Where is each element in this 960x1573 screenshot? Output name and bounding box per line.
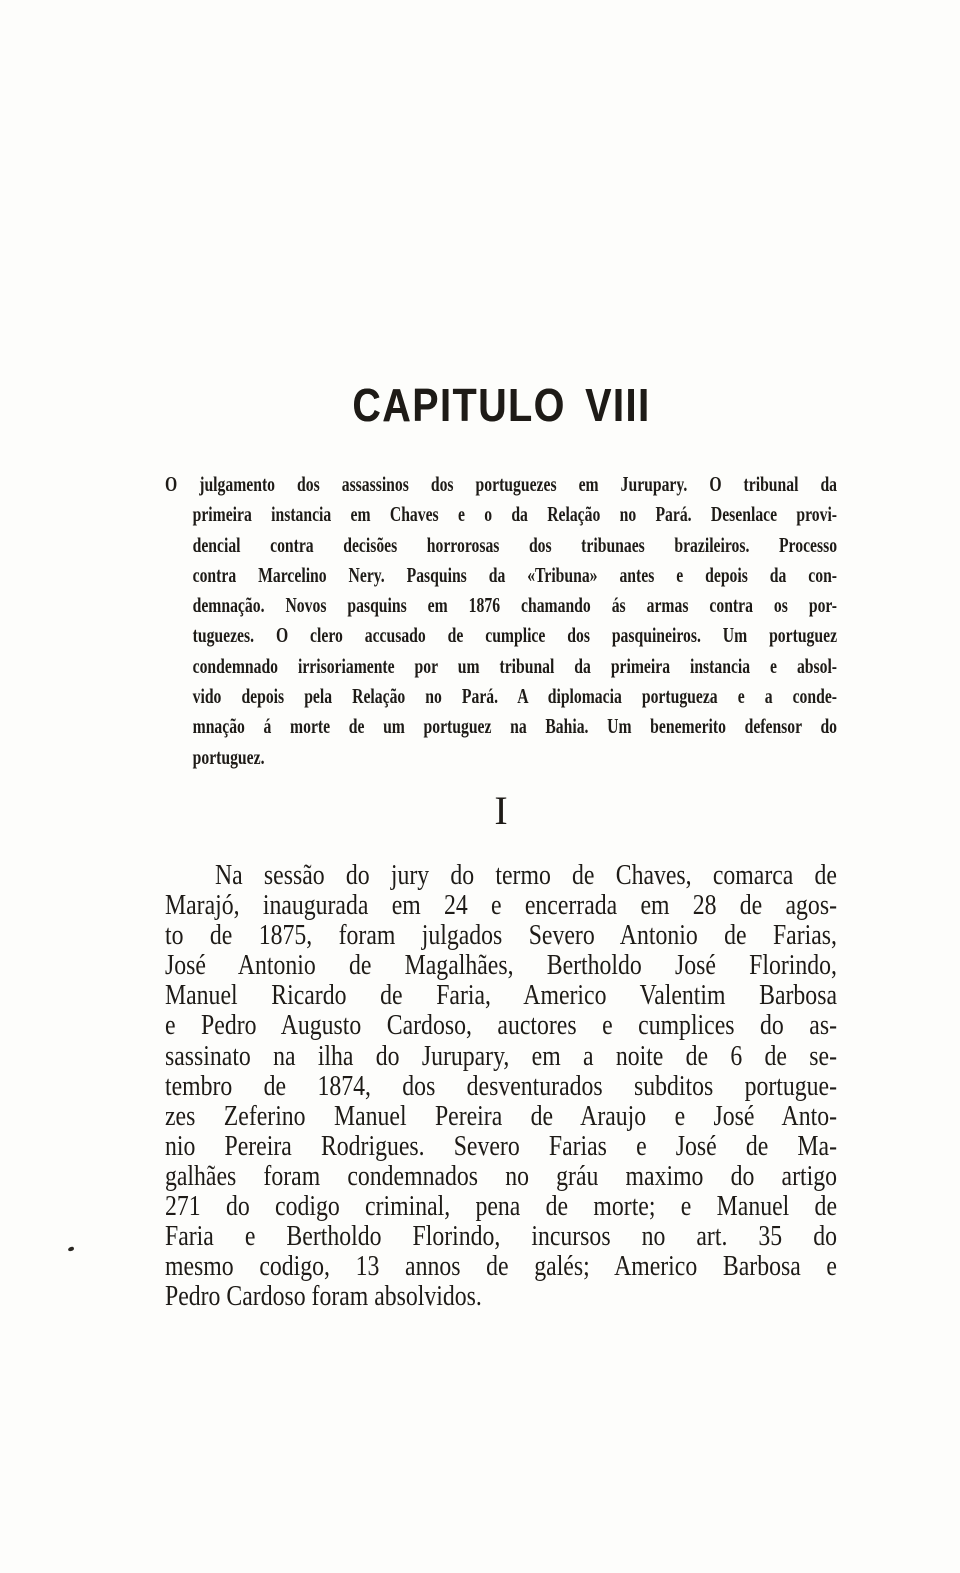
argument-line: condemnado irrisoriamente por um tribunal da primeira instancia e absol- [192,653,838,678]
body-line: Pedro Cardoso foram absolvidos. [165,1280,482,1313]
body-line: zes Zeferino Manuel Pereira de Araujo e José Anto- [165,1099,837,1132]
section-numeral: I [494,788,508,833]
body-line: 271 do codigo criminal, pena de morte; e Manuel de [165,1190,837,1223]
chapter-argument-summary [165,469,837,772]
chapter-heading [165,379,837,431]
body-line: tembro de 1874, dos desventurados subditos portugue- [165,1069,837,1102]
body-line: mesmo codigo, 13 annos de galés; Americo Barbosa e [165,1250,837,1283]
body-line: e Pedro Augusto Cardoso, auctores e cumplices do as- [165,1009,837,1042]
argument-line: vido depois pela Relação no Pará. A diplomacia portugueza e a conde- [192,684,838,709]
argument-line: dencial contra decisões horrorosas dos tribunaes brazileiros. Processo [192,532,838,557]
body-line: nio Pereira Rodrigues. Severo Farias e José de Ma- [165,1129,837,1162]
body-line: Faria e Bertholdo Florindo, incursos no art. 35 do [165,1220,837,1253]
chapter-title-text: CAPITULO VIII [351,379,651,431]
body-paragraph [165,860,837,1311]
body-line: to de 1875, foram julgados Severo Antonio de Farias, [165,919,837,952]
argument-line: portuguez. [192,744,265,769]
body-line: Manuel Ricardo de Faria, Americo Valentim Barbosa [165,979,837,1012]
body-line: Na sessão do jury do termo de Chaves, comarca de [214,859,837,891]
argument-line: contra Marcelino Nery. Pasquins da «Tribuna» antes e depois da con- [192,562,838,587]
body-line: José Antonio de Magalhães, Bertholdo José Florindo, [165,949,837,982]
argument-line: primeira instancia em Chaves e o da Relação no Pará. Desenlace provi- [192,502,838,527]
argument-line: O julgamento dos assassinos dos portuguezes em Jurupary. O tribunal da [165,472,838,496]
argument-line: demnação. Novos pasquins em 1876 chamando ás armas contra os por- [192,593,838,618]
body-line: sassinato na ilha do Jurupary, em a noite de 6 de se- [165,1039,837,1072]
body-line: galhães foram condemnados no gráu maximo do artigo [165,1159,837,1192]
ink-speck [68,1246,75,1251]
argument-line: tuguezes. O clero accusado de cumplice dos pasquineiros. Um portuguez [192,623,838,648]
argument-line: mnação á morte de um portuguez na Bahia. Um benemerito defensor do [192,714,838,739]
body-line: Marajó, inaugurada em 24 e encerrada em 28 de agos- [165,889,837,922]
